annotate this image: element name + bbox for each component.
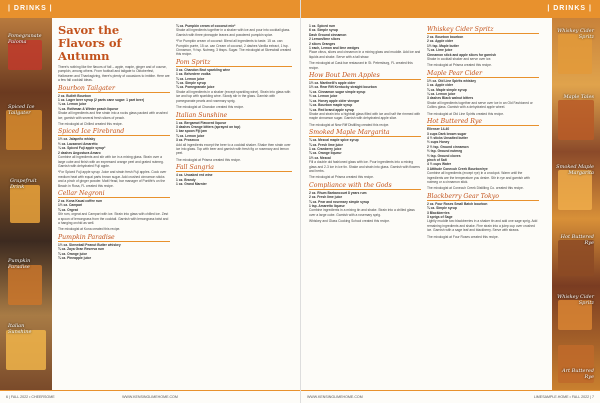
section-banner-right: | DRINKS |: [301, 0, 600, 18]
ingredient: ¾ oz. Simple syrup: [427, 206, 457, 211]
recipe-credit: The mixologist at Four Roses created this recipe.: [427, 234, 499, 239]
ingredient: 2 oz. Kona Kauai coffee rum: [58, 198, 103, 203]
photo-caption: Italian Sunshine: [8, 323, 32, 335]
ingredient: ¼ oz. Spiced Fuji apple syrup*: [58, 146, 106, 151]
photo-caption: Spiced Ice Tailgater: [8, 104, 35, 116]
ingredient: ¼ oz. Cinnamon sugar simple syrup: [309, 89, 366, 94]
recipe-heading: Spiced Ice Firebrand: [58, 128, 170, 136]
ingredient: 1 each, Lemon and lime wedges: [309, 46, 360, 51]
ingredient: 1½ tsp. Maple butter: [427, 43, 459, 48]
left-column-1: [58, 24, 170, 260]
ingredient: 2 ½ tsp. Ground cinnamon: [427, 144, 469, 149]
recipe-credit: The mixologist at Conecuh Creek Distilling Co. created this recipe.: [427, 186, 524, 191]
ingredient: ¾ oz. Simple syrup: [176, 81, 206, 86]
ingredient: 1½ oz. Old Line Spirits whiskey: [427, 78, 477, 83]
ingredient: 4 ½ sticks Unsalted butter: [427, 135, 468, 140]
recipe-directions: Shake all ingredients together in a shaker with ice and pour into cocktail glass. Garnish with three pineapple leaves and powdered pumpkin spice.: [176, 28, 291, 37]
ingredient: ¾ oz. Lime juice: [427, 48, 453, 53]
photo-caption: Pumpkin Paradise: [8, 258, 31, 270]
recipe-heading: Fall Sangria: [176, 164, 292, 172]
recipe-credit: The mixologist at Chilled created this recipe.: [58, 122, 123, 127]
recipe-credit: *For Pumpkin cream of coconut: Blend all ingredients to taste. 15 oz. can Pumpkin purée, 15 oz. can Cream of coconut, 2 dashes Vanilla extract, 1 tsp. Cinnamon, ½ tsp. Nutmeg, 3 tbsps. Sugar. The mixologist at Skrewball created this recipe.: [176, 39, 292, 57]
ingredient: 3 Blackberries: [427, 210, 450, 215]
ingredient: 1½ oz. Skrewball Peanut Butter whiskey: [58, 242, 121, 247]
right-column-2: [427, 24, 539, 241]
recipe-directions: Add all ingredients except the beer to a cocktail shaker. Shake then strain over ice into glass. Top with beer and garnish with fresh fig or rosemary and lemon peel.: [176, 142, 291, 156]
ingredient: 3 dashes Black walnut bitters: [427, 96, 474, 101]
ingredient: ¼ oz. Rothman & Winter peach liqueur: [58, 106, 119, 111]
recipe-credit: Whiskey and Glass Cooking School created this recipe.: [309, 219, 390, 224]
article-intro: There's nothing like the flavors of fall – apple, maple, ginger and of course, pumpkin, among others. From football and tailgate to Oktoberfest, Halloween and Thanksgiving, there's plenty of occasions to imbibe. Here are a few fall cocktail ideas.: [58, 65, 170, 83]
ingredient: 1½ oz. Campari: [58, 203, 83, 208]
recipe-credit: *For Spiced Fuji apple syrup: Juice and strain fresh Fuji apples. Cook over medium heat with equal parts brown sugar. Add crushed cinnamon sticks and a pinch of ginger powder. Matt Head, bar manager of Pontifé's on the Beach in Rosa, FL created this recipe.: [58, 170, 167, 188]
ingredient: 6 oz. Simple syrup: [309, 28, 338, 33]
photo-caption: Pomegranate Paloma: [8, 33, 42, 45]
ingredient: 1 oz. Cranberry juice: [309, 146, 342, 151]
ingredient: 3 dashes Orange bitters (sprayed on top): [176, 124, 241, 129]
right-column-1: [309, 24, 421, 226]
article-title: Savor the Flavors of Autumn: [58, 23, 122, 63]
ingredient: ¼ oz. Honey apple cider vinegar: [309, 98, 360, 103]
ingredient: 1 bar spoon Fiji jam: [176, 129, 207, 134]
ingredient: 2 oz. Bulleit Bourbon: [58, 93, 91, 98]
page-footer-left: [0, 390, 300, 403]
recipe-directions: Place citrus, slices and cinnamon in a mixing glass and muddle. Add ice and liquids and shake. Serve with a tall straw.: [309, 50, 421, 59]
ingredient: Cinnamon stick and apple slices for garnish: [427, 52, 497, 57]
recipe-directions: Fill a double old fashioned glass with ice. Pour ingredients into a mixing glass and 2-3 ice in ice tin. Shake and strain into glass. Garnish with flowers and herbs.: [309, 160, 420, 173]
recipe-heading: Smoked Maple Margarita: [309, 129, 421, 137]
ingredient: ¾ oz. Pomegranate juice: [176, 85, 215, 90]
recipe-heading: Italian Sunshine: [176, 112, 292, 120]
photo-caption: Hot Buttered Rye: [560, 234, 594, 246]
ingredient: Dash Ground cinnamon: [309, 32, 347, 37]
ingredient: 1 tsp. Amaretto liqueur: [309, 204, 345, 208]
ingredient: Ellenser 14-40: [427, 127, 450, 132]
ingredient: ¾ oz. Pear and rosemary simple syrup: [309, 199, 370, 204]
ingredient: ¾ oz. Pineapple juice: [58, 256, 92, 260]
page-footer-right: [301, 390, 600, 403]
ingredient: 1½ oz. Martinelli's apple cider: [309, 81, 356, 86]
ingredient: 1 oz. Lager beer syrup (2 parts cane sugar: 1 part beer): [58, 98, 145, 103]
photo-caption: Smoked Maple Margarita: [556, 164, 594, 176]
recipe-directions: Combine all ingredients and stir with ice in a mixing glass. Strain over a large cube and finish with an expressed orange peel and grated nutmeg. Garnish with dehydrated Fuji apple.: [58, 155, 164, 168]
photo-caption: Grapefruit Drink: [10, 178, 37, 190]
cocktail-glass-photo: [558, 100, 594, 140]
ingredient: 1 oz. Belvedere vodka: [176, 72, 211, 77]
ingredient: ¼ oz. Red brand apple syrup: [309, 107, 354, 112]
ingredient: 1½ oz. Mezcal: [309, 155, 331, 160]
ingredient: 3 Attitude Conecuh Creek Bourbon/rye: [427, 166, 488, 171]
recipe-credit: The mixologist at Prisma created this recipe.: [176, 157, 241, 162]
ingredient: 2 Lemon/lime slices: [309, 37, 341, 42]
ingredient: 3 oz. Chandon Brut sparkling wine: [176, 67, 231, 72]
ingredient: 1 oz. Brandy: [176, 177, 196, 182]
ingredient: ¾ oz. Zaya Gran Reserva rum: [58, 247, 105, 252]
ingredient: 2 oz. Four Roses Small Batch bourbon: [427, 201, 488, 206]
recipe-credit: The mixologist at Prisma created this recipe.: [309, 175, 374, 180]
cocktail-glass-photo: [10, 185, 40, 223]
recipe-heading: Maple Pear Cider: [427, 70, 539, 78]
recipe-directions: Shake all ingredients together and serve over ice in an Old Fashioned or Collins glass. Garnish with a dehydrated apple wheel.: [427, 100, 533, 110]
recipe-heading: Bourbon Tailgater: [58, 85, 170, 93]
ingredient: 1 oz. Apple cider: [427, 83, 454, 88]
photo-caption: Whiskey Cider Spritz: [557, 294, 594, 306]
ingredient: ¾ oz. Orange liqueur: [309, 151, 342, 156]
ingredient: 2 oz. Apple cider: [427, 39, 454, 44]
ingredient: 2 oz. Fresh lime juice: [309, 195, 343, 200]
ingredient: 2 dashes Angostura Amaro: [58, 150, 101, 155]
ingredient: ½ tsp. Ground cloves: [427, 153, 461, 158]
ingredient: ¼ oz. Lemon juice: [58, 102, 87, 107]
cocktail-glass-photo: [6, 110, 42, 150]
ingredient: ¾ oz. Lemon juice: [176, 76, 205, 81]
cocktail-glass-photo: [558, 170, 592, 210]
recipe-credit: The mixologist at New Riff Distilling created this recipe.: [309, 122, 390, 127]
recipe-directions: Shake all ingredients and fine strain into a rocks glass packed with crushed ice; garnish with several fresh slices of peach.: [58, 111, 168, 120]
recipe-heading: Hot Buttered Rye: [427, 118, 539, 126]
ingredient: ¾ oz. Orange juice: [58, 251, 88, 256]
recipe-credit: The mixologist at Old Line Spirits created this recipe.: [427, 111, 504, 116]
ingredient: 1½ oz. Rear Rift Kentucky straight bourbon: [309, 85, 377, 90]
recipe-credit: The mixologist at Kona created this recipe.: [58, 227, 121, 232]
recipe-heading: Blackberry Gear Tokyo: [427, 193, 539, 201]
photo-caption: Whiskey Cider Spritz: [557, 28, 594, 40]
cocktail-glass-photo: [8, 265, 42, 305]
ingredient: ¾ oz. Fresh lime juice: [309, 142, 344, 147]
recipe-credit: The mixologist at Chandon created this recipe.: [176, 105, 244, 110]
ingredient: ¾ oz. Lemon juice: [176, 133, 205, 138]
recipe-heading: How Bout Dem Apples: [309, 72, 421, 80]
ingredient: 1 oz. Spiced rum: [309, 24, 336, 28]
ingredient: ½ oz. Lazzaroni Amaretto: [58, 141, 98, 146]
section-banner-left: | DRINKS |: [0, 0, 300, 18]
ingredient: 1 oz. Bergamot Flavored liqueur: [176, 120, 227, 125]
photo-caption: Maple Tales: [563, 94, 594, 100]
ingredient: 3 sprigs of Sage: [427, 215, 453, 219]
ingredient: 2 oz. Rhum Barbancourt 8 years rum: [309, 190, 367, 195]
ingredient: pinch of Salt: [427, 157, 447, 162]
ingredient: ½ tsp. Ground nutmeg: [427, 149, 463, 154]
photo-caption: Art Buttered Rye: [561, 368, 594, 380]
recipe-directions: Combine all ingredients (except rye) in a crockpot. Warm until the ingredients are the temperature you desire. Stir in rye and garnish with nutmeg or a cinnamon stick.: [427, 171, 530, 184]
recipe-directions: Stir rum, orgeat and Campari with ice. Strain into glass with chilled ice. Zest a spoon of lemongrass from the cocktail. Garnish with lemongrass twist and a hanging orchid as well.: [58, 212, 169, 225]
cocktail-glass-photo: [558, 34, 592, 74]
recipe-directions: Shake in cocktail shaker and serve over ice.: [427, 57, 492, 62]
footer-url-right[interactable]: WWW.KENSINGLIMEHOME.COM: [307, 395, 363, 399]
recipe-heading: Pumpkin Paradise: [58, 234, 170, 242]
recipe-credit: The mixologist at Cask bar restaurant in St. Petersburg, FL created this recipe.: [309, 61, 413, 70]
right-page: [300, 0, 600, 403]
ingredient: ¼ oz. Bourbon maple syrup: [309, 103, 353, 108]
ingredient: ¾ oz. Maple simple syrup: [427, 87, 467, 92]
recipe-heading: Pom Spritz: [176, 59, 292, 67]
ingredient: 4 ½ cups Water: [427, 162, 452, 167]
ingredient: 3 cups Dark brown sugar: [427, 131, 467, 136]
ingredient: 1 oz. Grand Marnier: [176, 181, 207, 186]
ingredient: 1½ oz. Jalapeño whisky: [58, 137, 96, 142]
ingredient: ½ cups Honey: [427, 140, 450, 145]
recipe-heading: Whiskey Cider Spritz: [427, 26, 539, 34]
recipe-heading: Cellar Negroni: [58, 190, 170, 198]
ingredient: ¾ oz. Orgeat: [58, 207, 78, 212]
left-column-2: [176, 24, 292, 186]
ingredient: 3 oz. Prosecco: [176, 138, 200, 143]
recipe-directions: Lightly muddle two blackberries in a shaker tin and add one sage sprig. Add remaining ingredients and shake. Fine strain into a julep cup over crushed ice. Garnish with a sage leaf and blackberry. Serve with straws.: [427, 219, 538, 233]
page-number-right: LIMESAMPLE.HOME • FALL 2022 | 7: [533, 395, 594, 399]
page-number-left: 6 | FALL 2022 • CHEERSOME: [6, 395, 55, 399]
recipe-heading: Compliance with the Gods: [309, 182, 421, 190]
ingredient: ¼ oz. Lemon juice: [427, 92, 456, 97]
ingredient: 2 oz. Bourbon bourbon: [427, 35, 464, 39]
ingredient: 4 oz. Unoaked red wine: [176, 173, 213, 178]
ingredient: ¾ oz. Pumpkin cream of coconut mix*: [176, 24, 236, 28]
cocktail-glass-photo: [6, 330, 46, 370]
ingredient: ¾ oz. Mezcal maple spice syrup: [309, 138, 359, 143]
recipe-directions: Shake and strain into a highball glass filled with ice and half the rimmed with maple cinnamon sugar. Garnish with dehydrated apple slice.: [309, 111, 421, 121]
footer-url-left[interactable]: WWW.KENSINGLIMEHOME.COM: [122, 395, 178, 399]
recipe-directions: Shake all ingredients in a shaker (except sparkling wine). Strain into glass with ice and top with sparkling wine. Slowly stir in the glass. Garnish with pomegranate pearls and rosemary sprig.: [176, 89, 291, 103]
ingredient: ½ oz. Lemon juice: [309, 94, 338, 99]
recipe-credit: The mixologist at Prisma created this recipe.: [427, 63, 492, 68]
recipe-directions: Combine ingredients in a mixing tin and shake. Strain into a chilled glass over a large cube. Garnish with a rosemary sprig.: [309, 208, 415, 217]
ingredient: 2 slices Oranges: [309, 41, 336, 46]
